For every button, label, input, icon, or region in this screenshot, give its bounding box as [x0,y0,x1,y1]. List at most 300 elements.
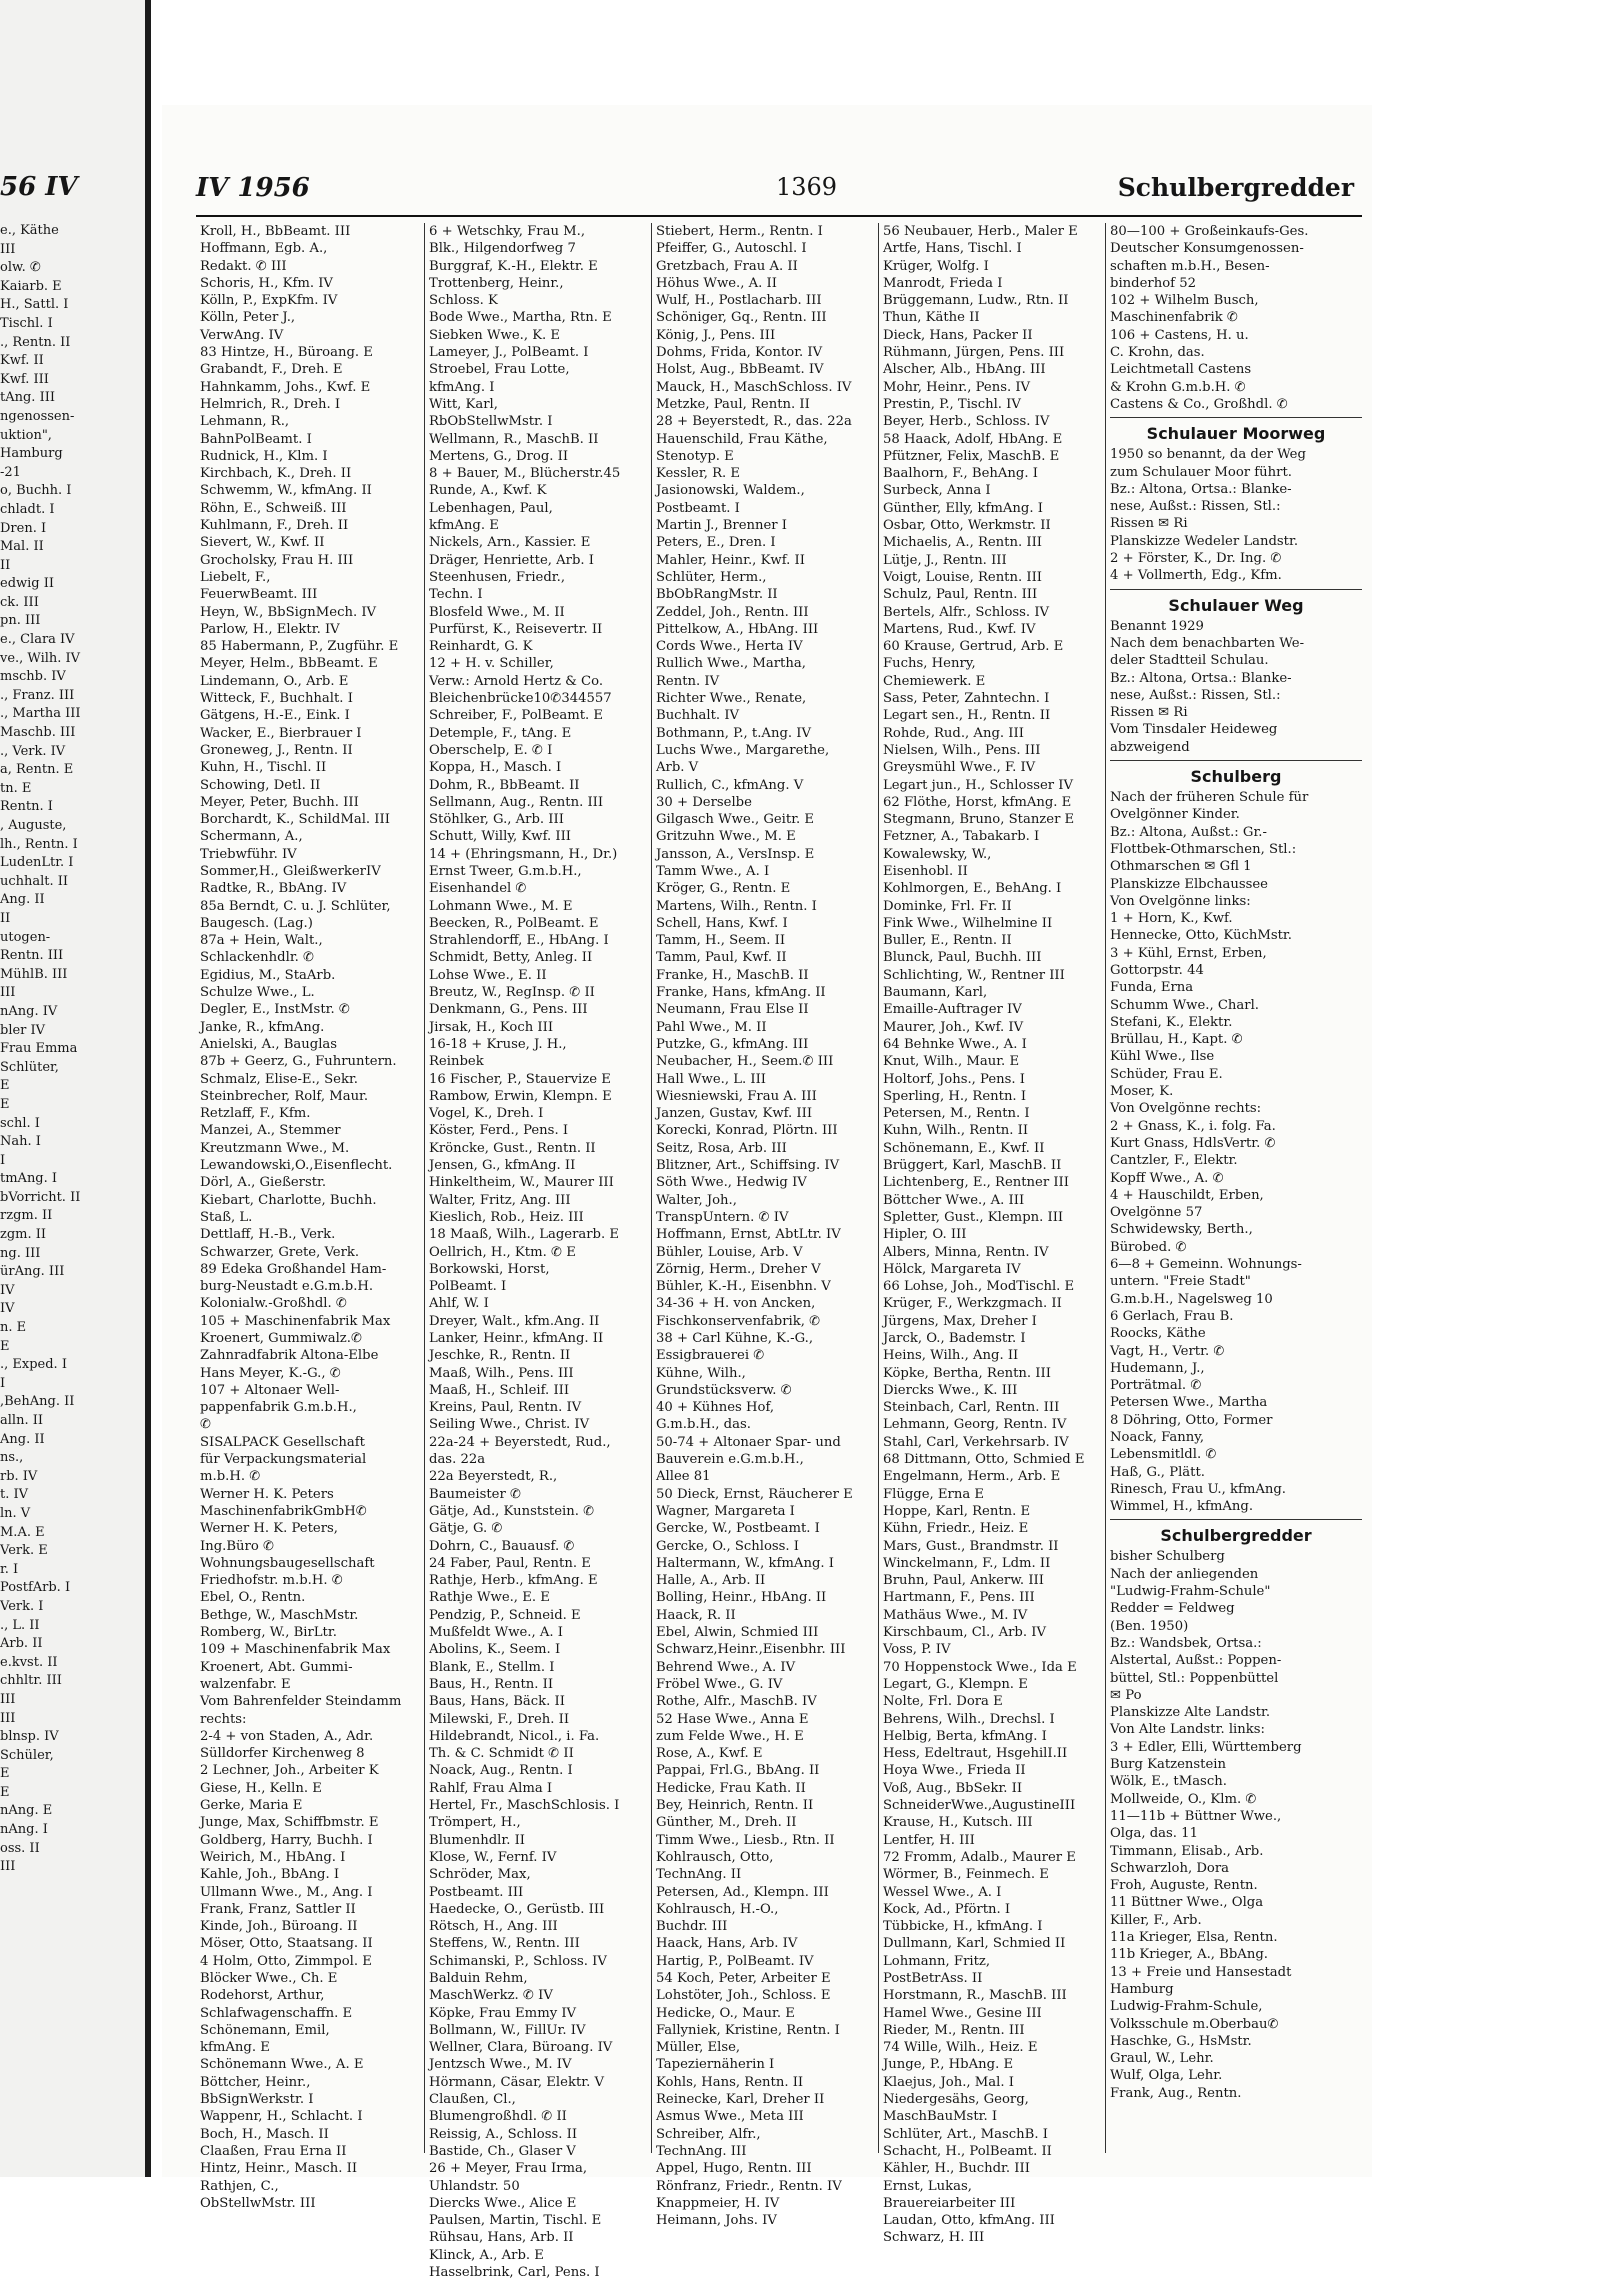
directory-line: Wohnungsbaugesellschaft [200,1555,375,1571]
directory-line: Helmrich, R., Dreh. I [200,396,341,412]
directory-line: Kühne, Wilh., [656,1365,746,1381]
directory-line: Blumengroßhdl. ✆ II [429,2109,567,2125]
directory-line: C. Krohn, das. [1110,345,1205,361]
directory-line: burg-Neustadt e.G.m.b.H. [200,1279,374,1295]
directory-line: Wellmann, R., MaschB. II [429,431,599,447]
directory-line: Hipler, O. III [883,1227,967,1243]
directory-line: Verk. E [0,1543,48,1559]
directory-line: Haedecke, O., Gerüstb. III [429,1901,605,1917]
directory-line: Köpke, Bertha, Rentn. III [883,1365,1051,1381]
directory-line: Lewandowski,O.,Eisenflecht. [200,1158,393,1174]
directory-line: Kurt Gnass, HdlsVertr. ✆ [1110,1135,1276,1151]
directory-line: Michaelis, A., Rentn. III [883,535,1042,551]
directory-line: Artfe, Hans, Tischl. I [883,241,1022,257]
directory-line: ., L. II [0,1617,40,1633]
directory-line: Stahl, Carl, Verkehrsarb. IV [883,1434,1069,1450]
directory-line: utogen- [0,929,51,945]
directory-line: Osbar, Otto, Werkmstr. II [883,518,1051,534]
directory-line: Kühn, Friedr., Heiz. E [883,1521,1029,1537]
directory-line: Techn. I [429,587,483,603]
directory-line: Weirich, M., HbAng. I [200,1849,346,1865]
directory-line: Uhlandstr. 50 [429,2178,520,2194]
directory-line: Kiebart, Charlotte, Buchh. [200,1192,377,1208]
directory-line: Steffens, W., Rentn. III [429,1936,580,1952]
directory-line: Haschke, G., HsMstr. [1110,2033,1252,2049]
directory-line: Hauenschild, Frau Käthe, [656,431,828,447]
directory-line: G.m.b.H., das. [656,1417,751,1433]
directory-line: Blumenhdlr. II [429,1832,526,1848]
directory-line: Martens, Wilh., Rentn. I [656,898,817,914]
directory-line: Von Alte Landstr. links: [1110,1722,1265,1738]
directory-line: Gercke, O., Schloss. I [656,1538,800,1554]
directory-line: büttel, Stl.: Poppenbüttel [1110,1670,1279,1686]
directory-line: Tübbicke, H., kfmAng. I [883,1919,1043,1935]
directory-line: Knappmeier, H. IV [656,2195,780,2211]
directory-line: Funda, Erna [1110,980,1194,996]
directory-line: Lohmann, Fritz, [883,1953,991,1969]
directory-line: Th. & C. Schmidt ✆ II [429,1746,574,1762]
directory-line: Dohrn, C., Bauausf. ✆ [429,1538,575,1554]
directory-line: rechts: [200,1711,247,1727]
directory-line: Friedhofstr. m.b.H. ✆ [200,1573,343,1589]
directory-line: RbObStellwMstr. I [429,414,553,430]
directory-line: 2 + Förster, K., Dr. Ing. ✆ [1110,551,1282,567]
directory-line: Reinhardt, G. K [429,639,533,655]
left-page-margin [0,0,151,2177]
directory-line: Haack, Hans, Arb. IV [656,1936,798,1952]
directory-line: Schüler, [0,1747,54,1763]
directory-line: Rissen ✉ Ri [1110,516,1188,532]
directory-line: Jansson, A., VersInsp. E [656,846,815,862]
directory-line: Schlüter, Herm., [656,569,767,585]
directory-line: Albers, Minna, Rentn. IV [883,1244,1049,1260]
directory-line: Emaille-Auftrager IV [883,1002,1022,1018]
directory-line: Ing.Büro ✆ [200,1538,275,1554]
directory-line: Ang. II [0,1431,45,1447]
directory-line: ln. V [0,1505,31,1521]
directory-line: Engelmann, Herm., Arb. E [883,1469,1061,1485]
directory-line: Hoffmann, Ernst, AbtLtr. IV [656,1227,841,1243]
directory-line: 11a Krieger, Elsa, Rentn. [1110,1930,1278,1946]
directory-line: Pfützner, Felix, MaschB. E [883,448,1060,464]
directory-line: IV [0,1282,15,1298]
directory-line: Niedergesähs, Georg, [883,2092,1029,2108]
directory-line: Steinbach, Carl, Rentn. III [883,1400,1060,1416]
directory-line: Mars, Gust., Brandmstr. II [883,1538,1059,1554]
directory-line: Kock, Ad., Pförtn. I [883,1901,1011,1917]
directory-line: TechnAng. III [656,2143,747,2159]
directory-line: ., Rentn. II [0,334,71,350]
directory-line: 109 + Maschinenfabrik Max [200,1642,391,1658]
street-entries-schulberg [1110,789,1362,1515]
directory-line: blnsp. IV [0,1729,59,1745]
directory-line: Gätgens, H.-E., Eink. I [200,708,350,724]
directory-line: binderhof 52 [1110,275,1196,291]
directory-line: 102 + Wilhelm Busch, [1110,293,1259,309]
directory-line: Höhus Wwe., A. II [656,275,777,291]
column-3 [651,223,878,2229]
directory-line: Rentn. I [0,799,53,815]
directory-line: Günther, Elly, kfmAng. I [883,500,1043,516]
directory-line: Holst, Aug., BbBeamt. IV [656,362,824,378]
directory-line: Eisenhobl. II [883,863,968,879]
directory-line: Schöniger, Gq., Rentn. III [656,310,827,326]
directory-line: Alstertal, Außst.: Poppen- [1110,1653,1282,1669]
directory-line: Romberg, W., BirLtr. [200,1625,337,1641]
directory-line: Runde, A., Kwf. K [429,483,547,499]
directory-line: Maaß, Wilh., Pens. III [429,1365,574,1381]
directory-line: Petersen, Ad., Klempn. III [656,1884,829,1900]
directory-line: Martens, Rud., Kwf. IV [883,621,1036,637]
directory-line: 6 + Wetschky, Frau M., [429,224,586,239]
directory-line: 8 Döhring, Otto, Former [1110,1412,1273,1428]
directory-line: Petersen, M., Rentn. I [883,1106,1030,1122]
directory-line: ck. III [0,594,39,610]
directory-line: 2-4 + von Staden, A., Adr. [200,1728,374,1744]
directory-line: bisher Schulberg [1110,1549,1225,1565]
directory-line: Kinde, Joh., Büroang. II [200,1919,358,1935]
street-entries-schulauer-weg [1110,618,1362,756]
directory-line: 68 Dittmann, Otto, Schmied E [883,1452,1085,1468]
directory-line: Gilgasch Wwe., Geitr. E [656,812,815,828]
directory-line: Redakt. ✆ III [200,258,287,274]
directory-line: ,BehAng. II [0,1394,75,1410]
directory-line: Nielsen, Wilh., Pens. III [883,742,1041,758]
directory-line: t. IV [0,1487,29,1503]
directory-line: Diercks Wwe., Alice E [429,2195,577,2211]
directory-line: Krüger, Wolfg. I [883,258,989,274]
directory-line: Arb. II [0,1636,43,1652]
directory-line: Legart sen., H., Rentn. II [883,708,1051,724]
directory-line: Asmus Wwe., Meta III [656,2109,804,2125]
directory-line: Rodehorst, Arthur, [200,1988,325,2004]
directory-line: Mohr, Heinr., Pens. IV [883,379,1031,395]
directory-line: ngenossen- [0,408,75,424]
directory-line: rzgm. II [0,1208,53,1224]
directory-line: Kuhn, H., Tischl. II [200,760,327,776]
directory-line: Parlow, H., Elektr. IV [200,621,340,637]
directory-line: Planskizze Elbchaussee [1110,876,1268,892]
directory-line: Bz.: Altona, Ortsa.: Blanke- [1110,670,1292,686]
directory-line: Kopff Wwe., A. ✆ [1110,1170,1224,1186]
directory-line: schl. I [0,1115,40,1131]
directory-line: Balduin Rehm, [429,1970,528,1986]
directory-line: Boch, H., Masch. II [200,2126,329,2142]
directory-line: Nach der früheren Schule für [1110,790,1309,806]
directory-line: Leichtmetall Castens [1110,362,1252,378]
directory-line: Seiling Wwe., Christ. IV [429,1417,590,1433]
directory-line: ✆ [200,1417,212,1433]
directory-line: Bühler, K.-H., Eisenbhn. V [656,1279,831,1295]
directory-line: PolBeamt. I [429,1279,507,1295]
directory-line: FeuerwBeamt. III [200,587,318,603]
directory-line: Fallyniek, Kristine, Rentn. I [656,2022,840,2038]
directory-line: Kuhlmann, F., Dreh. II [200,518,349,534]
directory-line: Reinbek [429,1054,484,1070]
directory-line: Wellner, Clara, Büroang. IV [429,2040,613,2056]
directory-line: Lütje, J., Rentn. III [883,552,1007,568]
directory-line: Ernst, Lukas, [883,2178,972,2194]
directory-line: Planskizze Wedeler Landstr. [1110,533,1299,549]
directory-line: 40 + Kühnes Hof, [656,1400,775,1416]
directory-line: Kuhn, Wilh., Rentn. II [883,1123,1029,1139]
directory-line: Giese, H., Kelln. E [200,1780,322,1796]
directory-line: III [0,1691,16,1707]
directory-line: Voss, P. IV [883,1642,951,1658]
directory-line: untern. "Freie Stadt" [1110,1274,1251,1290]
directory-line: Söth Wwe., Hedwig IV [656,1175,807,1191]
directory-line: Claaßen, Frau Erna II [200,2143,347,2159]
directory-line: Buchdr. III [656,1919,728,1935]
directory-line: Kieslich, Rob., Heiz. III [429,1209,584,1225]
directory-line: Detemple, F., tAng. E [429,725,572,741]
directory-line: Bleichenbrücke10✆344557 [429,691,612,707]
directory-line: Degler, E., InstMstr. ✆ [200,1002,350,1018]
directory-line: Claußen, Cl., [429,2092,516,2108]
directory-line: Maaß, H., Schleif. III [429,1382,570,1398]
directory-line: Othmarschen ✉ Gfl 1 [1110,859,1252,875]
directory-line: Walter, Fritz, Ang. III [429,1192,571,1208]
directory-line: Schwarzer, Grete, Verk. [200,1244,360,1260]
directory-line: Röhn, E., Schweiß. III [200,500,347,516]
directory-line: Junge, Max, Schiffbmstr. E [200,1815,379,1831]
directory-line: Schwemm, W., kfmAng. II [200,483,372,499]
directory-line: Hoppe, Karl, Rentn. E [883,1503,1031,1519]
directory-line: Bauverein e.G.m.b.H., [656,1452,804,1468]
directory-line: TechnAng. II [656,1867,742,1883]
directory-line: 107 + Altonaer Well- [200,1382,340,1398]
directory-line: Killer, F., Arb. [1110,1912,1202,1928]
directory-line: Schlackenhdlr. ✆ [200,950,315,966]
directory-line: Kohls, Hans, Rentn. II [656,2074,804,2090]
directory-line: & Krohn G.m.b.H. ✆ [1110,379,1246,395]
directory-line: Meyer, Peter, Buchh. III [200,794,359,810]
directory-line: Rullich, C., kfmAng. V [656,777,804,793]
directory-line: nAng. E [0,1803,53,1819]
directory-line: Schreiber, F., PolBeamt. E [429,708,604,724]
directory-line: III [0,1710,16,1726]
directory-line: Groneweg, J., Rentn. II [200,742,353,758]
directory-line: Krüger, F., Werkzgmach. II [883,1296,1062,1312]
directory-line: Wiesniewski, Frau A. III [656,1088,817,1104]
directory-line: Pittelkow, A., HbAng. III [656,621,819,637]
directory-line: rb. IV [0,1468,38,1484]
directory-line: Günther, M., Dreh. II [656,1815,797,1831]
directory-line: E [0,1784,10,1800]
directory-line: Haltermann, W., kfmAng. I [656,1555,834,1571]
directory-line: Böttcher Wwe., A. III [883,1192,1025,1208]
directory-line: Nolte, Frl. Dora E [883,1694,1003,1710]
directory-line: Korecki, Konrad, Plörtn. III [656,1123,838,1139]
directory-line: Blunck, Paul, Buchh. III [883,950,1042,966]
directory-line: Stroebel, Frau Lotte, [429,362,570,378]
directory-line: Steinbrecher, Rolf, Maur. [200,1088,369,1104]
directory-line: Lohse Wwe., E. II [429,967,547,983]
directory-line: Wimmel, H., kfmAng. [1110,1499,1254,1515]
directory-line: Goldberg, Harry, Buchh. I [200,1832,373,1848]
directory-line: II [0,910,11,926]
directory-line: uchhalt. II [0,873,69,889]
directory-line: Kroenert, Abt. Gummi- [200,1659,353,1675]
directory-line: Vogel, K., Dreh. I [429,1106,544,1122]
directory-line: Prestin, P., Tischl. IV [883,396,1021,412]
directory-line: Wessel Wwe., A. I [883,1884,1002,1900]
directory-line: Nach dem benachbarten We- [1110,635,1305,651]
directory-line: Triebwführ. IV [200,846,297,862]
directory-line: Bürobed. ✆ [1110,1239,1187,1255]
directory-line: Schloss. K [429,293,498,309]
directory-line: Brauereiarbeiter III [883,2195,1016,2211]
directory-line: Froh, Auguste, Rentn. [1110,1878,1258,1894]
directory-line: Kröger, G., Rentn. E [656,881,791,897]
directory-line: Greysmühl Wwe., F. IV [883,760,1036,776]
directory-line: zgm. II [0,1227,47,1243]
directory-line: Voigt, Louise, Rentn. III [883,569,1042,585]
directory-line: Vagt, H., Vertr. ✆ [1110,1343,1225,1359]
directory-line: Rinesch, Frau U., kfmAng. [1110,1481,1286,1497]
directory-line: Diercks Wwe., K. III [883,1382,1018,1398]
directory-line: Cantzler, F., Elektr. [1110,1153,1238,1169]
directory-line: Mußfeldt Wwe., A. I [429,1625,563,1641]
directory-line: Tamm Wwe., A. I [656,863,770,879]
directory-line: Holtorf, Johs., Pens. I [883,1071,1025,1087]
directory-line: Bollmann, W., FillUr. IV [429,2022,586,2038]
directory-line: Meyer, Helm., BbBeamt. E [200,656,378,672]
directory-line: Dreyer, Walt., kfm.Ang. II [429,1313,600,1329]
directory-line: Schreiber, Alfr., [656,2126,761,2142]
directory-line: Nah. I [0,1134,41,1150]
directory-line: tAng. III [0,390,55,406]
directory-line: Von Ovelgönne rechts: [1110,1101,1262,1117]
directory-line: Oellrich, H., Ktm. ✆ E [429,1244,576,1260]
directory-line: , Auguste, [0,818,67,833]
directory-line: Tapeziernäherin I [656,2057,775,2073]
directory-line: Baus, H., Rentn. II [429,1676,554,1692]
directory-line: Hörmann, Cäsar, Elektr. V [429,2074,605,2090]
directory-line: Rathje Wwe., E. E [429,1590,550,1606]
directory-line: das. 22a [429,1452,486,1468]
directory-line: Kölln, P., ExpKfm. IV [200,293,338,309]
directory-line: Hintz, Heinr., Masch. II [200,2161,358,2177]
directory-line: 28 + Beyerstedt, R., das. 22a [656,414,852,430]
directory-line: Maschb. III [0,725,76,741]
directory-line: Zeddel, Joh., Rentn. III [656,604,809,620]
directory-line: Schmalz, Elise-E., Sekr. [200,1071,358,1087]
directory-line: Lebensmitldl. ✆ [1110,1447,1217,1463]
directory-line: Frau Emma [0,1041,78,1057]
directory-line: Bothmann, P., t.Ang. IV [656,725,812,741]
directory-line: 12 + H. v. Schiller, [429,656,554,672]
directory-line: Hasselbrink, Carl, Pens. I [429,2265,600,2281]
directory-line: deler Stadtteil Schulau. [1110,653,1269,669]
directory-line: (Ben. 1950) [1110,1618,1189,1634]
directory-line: Sommer,H., GleißwerkerIV [200,863,381,879]
directory-line: Horstmann, R., MaschB. III [883,1988,1067,2004]
directory-line: 64 Behnke Wwe., A. I [883,1036,1027,1052]
directory-line: 4 Holm, Otto, Zimmpol. E [200,1953,372,1969]
directory-line: Behrens, Wilh., Drechsl. I [883,1711,1055,1727]
directory-line: Pfeiffer, G., Autoschl. I [656,241,807,257]
header-rule [196,215,1362,217]
directory-line: nese, Außst.: Rissen, Stl.: [1110,499,1281,515]
directory-line: Wölk, E., tMasch. [1110,1774,1227,1790]
directory-line: Sellmann, Aug., Rentn. III [429,794,604,810]
directory-line: 18 Maaß, Wilh., Lagerarb. E [429,1227,620,1243]
directory-line: Müller, Else, [656,2040,741,2056]
directory-line: Schröder, Max, [429,1867,531,1883]
directory-line: 58 Haack, Adolf, HbAng. E [883,431,1063,447]
directory-line: Schell, Hans, Kwf. I [656,915,788,931]
street-heading-schulauer-weg: Schulauer Weg [1110,589,1362,618]
directory-line: Volksschule m.Oberbau✆ [1110,2016,1279,2032]
directory-line: Kohlmorgen, E., BehAng. I [883,881,1062,897]
directory-line: Vom Bahrenfelder Steindamm [200,1694,402,1710]
directory-line: alln. II [0,1413,43,1428]
directory-line: Kroll, H., BbBeamt. III [200,224,351,239]
directory-line: Hinkeltheim, W., Maurer III [429,1175,614,1191]
directory-line: Blosfeld Wwe., M. II [429,604,565,620]
left-page-header: 56 IV [0,172,78,202]
directory-line: Zörnig, Herm., Dreher V [656,1261,821,1277]
directory-line: Kowalewsky, W., [883,846,992,862]
directory-line: Schüder, Frau E. [1110,1066,1223,1082]
directory-line: Retzlaff, F., Kfm. [200,1106,311,1122]
directory-line: Hennecke, Otto, KüchMstr. [1110,928,1292,944]
directory-line: Laudan, Otto, kfmAng. III [883,2213,1055,2229]
directory-line: Schutt, Willy, Kwf. III [429,829,572,845]
directory-line: Breutz, W., RegInsp. ✆ II [429,985,595,1001]
directory-line: "Ludwig-Frahm-Schule" [1110,1584,1271,1600]
street-entries-schulauer-moorweg [1110,446,1362,584]
directory-line: ObStellwMstr. III [200,2195,316,2211]
directory-line: Legart jun., H., Schlosser IV [883,777,1074,793]
directory-line: Bey, Heinrich, Rentn. II [656,1798,814,1814]
directory-line: kfmAng. E [429,518,499,534]
directory-line: Lohstöter, Joh., Schloss. E [656,1988,831,2004]
directory-line: Postbeamt. III [429,1884,524,1900]
directory-line: 11b Krieger, A., BbAng. [1110,1947,1268,1963]
directory-line: Rötsch, H., Ang. III [429,1919,558,1935]
directory-line: 16-18 + Kruse, J. H., [429,1036,567,1052]
directory-line: 1950 so benannt, da der Weg [1110,447,1306,463]
directory-line: 4 + Vollmerth, Edg., Kfm. [1110,568,1282,584]
directory-line: Porträtmal. ✆ [1110,1378,1202,1394]
directory-line: Grabandt, F., Dreh. E [200,362,343,378]
directory-line: Janzen, Gustav, Kwf. III [656,1106,813,1122]
directory-line: LudenLtr. I [0,855,74,871]
directory-line: Mathäus Wwe., M. IV [883,1607,1028,1623]
directory-line: Postbeamt. I [656,500,740,516]
directory-line: Trottenberg, Heinr., [429,275,564,291]
directory-line: Heimann, Johs. IV [656,2213,777,2229]
directory-line: Werner H. K. Peters, [200,1521,338,1537]
directory-line: Rudnick, H., Klm. I [200,448,328,464]
directory-line: ns., [0,1450,24,1466]
directory-line: ve., Wilh. IV [0,650,81,666]
directory-line: Köpke, Frau Emmy IV [429,2005,577,2021]
directory-line: Kaiarb. E [0,278,62,294]
directory-line: tn. E [0,780,32,796]
directory-line: Abolins, K., Seem. I [429,1642,561,1658]
directory-line: 106 + Castens, H. u. [1110,327,1249,343]
directory-line: 2 + Gnass, K., i. folg. Fa. [1110,1118,1276,1134]
directory-line: Dohm, R., BbBeamt. II [429,777,580,793]
directory-line: Flügge, Erna E [883,1486,985,1502]
directory-line: Appel, Hugo, Rentn. III [656,2161,812,2177]
directory-line: Staß, L. [200,1209,253,1225]
directory-line: Wulf, H., Postlacharb. III [656,293,822,309]
directory-line: Blank, E., Stellm. I [429,1659,555,1675]
